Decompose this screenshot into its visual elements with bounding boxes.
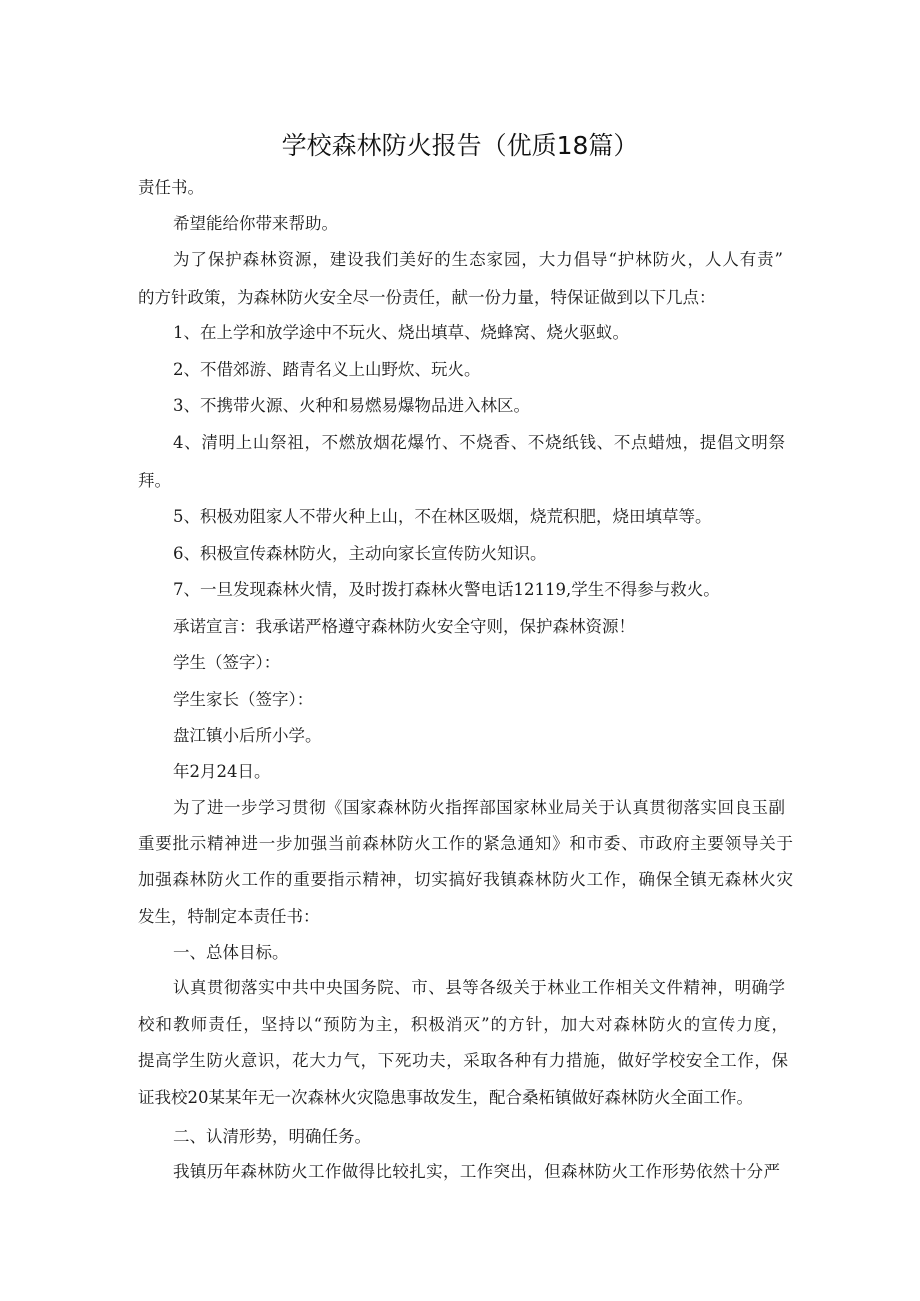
text-line: 我镇历年森林防火工作做得比较扎实，工作突出，但森林防火工作形势依然十分严 bbox=[173, 1162, 780, 1181]
text-line: 校和教师责任，坚持以“预防为主，积极消灭”的方针，加大对森林防火的宣传力度， bbox=[138, 1015, 788, 1034]
text-line: 7、一旦发现森林火情，及时拨打森林火警电话12119,学生不得参与救火。 bbox=[173, 580, 720, 599]
text-line: 证我校20某某年无一次森林火灾隐患事故发生，配合桑柘镇做好森林防火全面工作。 bbox=[138, 1088, 753, 1107]
section-heading: 一、总体目标。 bbox=[173, 943, 289, 962]
text-line: 3、不携带火源、火种和易燃易爆物品进入林区。 bbox=[173, 396, 530, 415]
text-line: 发生，特制定本责任书： bbox=[138, 907, 320, 926]
text-line: 为了保护森林资源，建设我们美好的生态家园，大力倡导“护林防火，人人有责” bbox=[173, 250, 783, 269]
text-line: 认真贯彻落实中共中央国务院、市、县等各级关于林业工作相关文件精神，明确学 bbox=[173, 978, 785, 997]
text-line: 为了进一步学习贯彻《国家森林防火指挥部国家林业局关于认真贯彻落实回良玉副 bbox=[173, 798, 785, 817]
text-line: 提高学生防火意识，花大力气，下死功夫，采取各种有力措施，做好学校安全工作，保 bbox=[138, 1051, 788, 1070]
text-line: 的方针政策，为森林防火安全尽一份责任，献一份力量，特保证做到以下几点： bbox=[138, 288, 716, 307]
text-line: 1、在上学和放学途中不玩火、烧出填草、烧蜂窝、烧火驱蚁。 bbox=[173, 323, 629, 342]
section-heading: 二、认清形势，明确任务。 bbox=[173, 1127, 371, 1146]
text-line: 5、积极劝阻家人不带火种上山，不在林区吸烟，烧荒积肥，烧田填草等。 bbox=[173, 507, 712, 526]
text-line: 希望能给你带来帮助。 bbox=[173, 214, 338, 233]
document-title: 学校森林防火报告（优质18篇） bbox=[281, 131, 639, 160]
text-line: 加强森林防火工作的重要指示精神，切实搞好我镇森林防火工作，确保全镇无森林火灾 bbox=[138, 870, 793, 889]
text-line: 责任书。 bbox=[138, 178, 204, 197]
text-line: 2、不借郊游、踏青名义上山野炊、玩火。 bbox=[173, 360, 481, 379]
text-line: 4、清明上山祭祖，不燃放烟花爆竹、不烧香、不烧纸钱、不点蜡烛，提倡文明祭 bbox=[173, 433, 785, 452]
text-line: 6、积极宣传森林防火，主动向家长宣传防火知识。 bbox=[173, 544, 547, 563]
school-name: 盘江镇小后所小学。 bbox=[173, 726, 322, 745]
signature-field-student: 学生（签字）： bbox=[173, 653, 281, 672]
text-line: 重要批示精神进一步加强当前森林防火工作的紧急通知》和市委、市政府主要领导关于 bbox=[138, 834, 793, 853]
document-date: 年2月24日。 bbox=[173, 762, 271, 781]
text-line: 承诺宣言：我承诺严格遵守森林防火安全守则，保护森林资源！ bbox=[173, 617, 635, 636]
text-line: 拜。 bbox=[138, 471, 171, 490]
signature-field-parent: 学生家长（签字）： bbox=[173, 690, 314, 709]
